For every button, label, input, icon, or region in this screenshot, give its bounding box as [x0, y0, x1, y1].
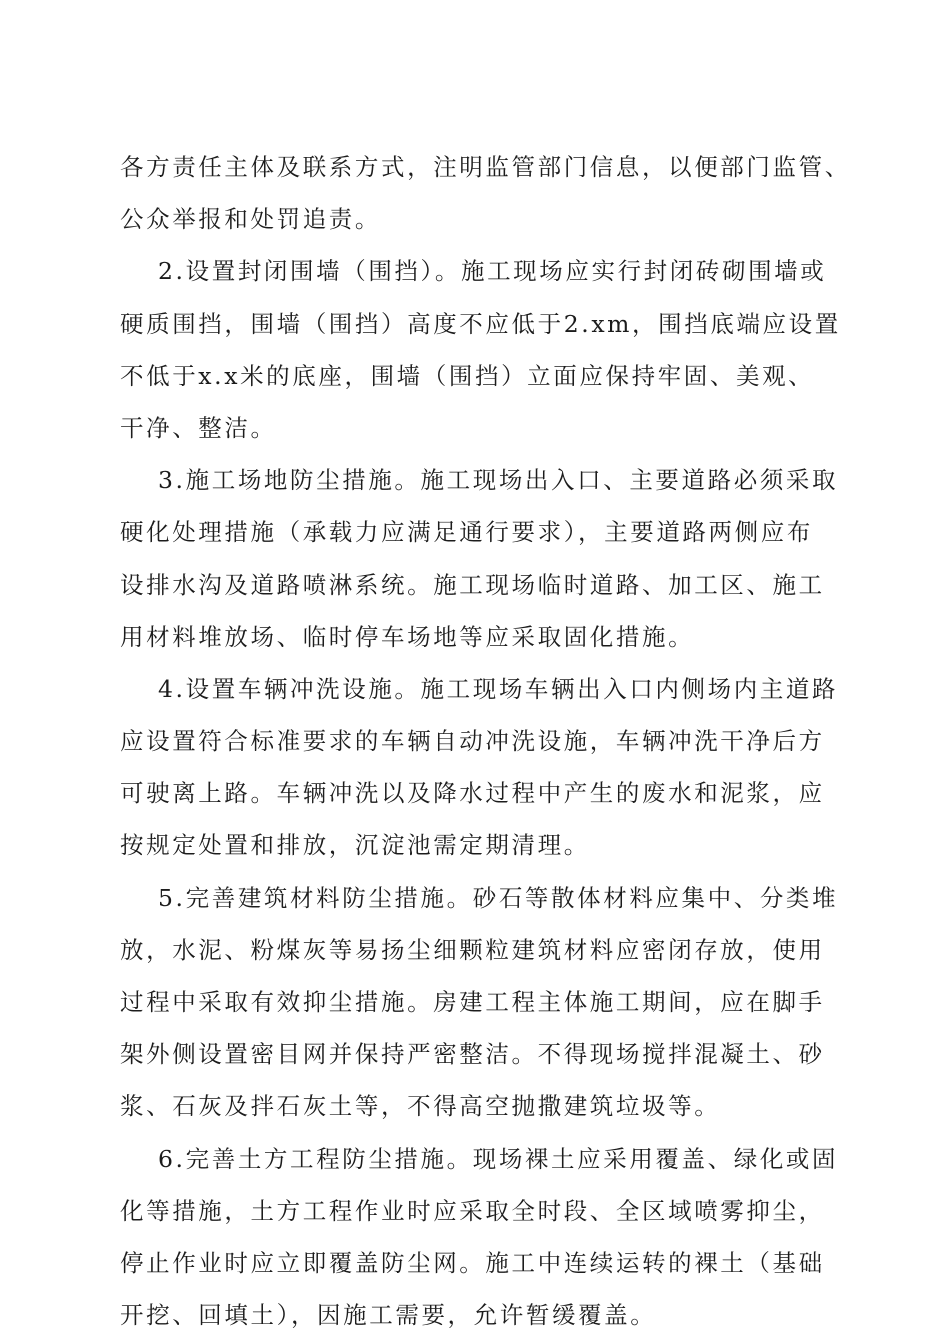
- section-4-heading-line: 4.设置车辆冲洗设施。施工现场车辆出入口内侧场内主道路: [158, 674, 839, 703]
- section-3-heading-line: 3.施工场地防尘措施。施工现场出入口、主要道路必须采取: [158, 466, 839, 495]
- text-line: 硬化处理措施（承载力应满足通行要求），主要道路两侧应布: [120, 518, 813, 547]
- text-line: 停止作业时应立即覆盖防尘网。施工中连续运转的裸土（基础: [120, 1248, 825, 1277]
- text-line: 干净、整洁。: [120, 413, 277, 442]
- section-5-heading-line: 5.完善建筑材料防尘措施。砂石等散体材料应集中、分类堆: [158, 883, 839, 912]
- text-line: 放，水泥、粉煤灰等易扬尘细颗粒建筑材料应密闭存放，使用: [120, 935, 825, 964]
- text-line: 硬质围挡，围墙（围挡）高度不应低于2.xm，围挡底端应设置: [120, 309, 841, 338]
- text-line: 不低于x.x米的底座，围墙（围挡）立面应保持牢固、美观、: [120, 361, 815, 390]
- text-line: 按规定处置和排放，沉淀池需定期清理。: [120, 831, 590, 860]
- text-line: 公众举报和处罚追责。: [120, 205, 381, 234]
- text-line: 可驶离上路。车辆冲洗以及降水过程中产生的废水和泥浆，应: [120, 779, 825, 808]
- text-line: 设排水沟及道路喷淋系统。施工现场临时道路、加工区、施工: [120, 570, 825, 599]
- text-line: 应设置符合标准要求的车辆自动冲洗设施，车辆冲洗干净后方: [120, 727, 825, 756]
- body-text: [120, 141, 851, 1341]
- text-line: 过程中采取有效抑尘措施。房建工程主体施工期间，应在脚手: [120, 988, 825, 1016]
- text-line: 用材料堆放场、临时停车场地等应采取固化措施。: [120, 622, 695, 651]
- text-line: 各方责任主体及联系方式，注明监管部门信息，以便部门监管、: [120, 153, 851, 181]
- text-line: 浆、石灰及拌石灰土等，不得高空抛撒建筑垃圾等。: [120, 1092, 721, 1121]
- text-line: 架外侧设置密目网并保持严密整洁。不得现场搅拌混凝土、砂: [120, 1040, 825, 1069]
- section-2-heading-line: 2.设置封闭围墙（围挡）。施工现场应实行封闭砖砌围墙或: [158, 257, 827, 286]
- section-6-heading-line: 6.完善土方工程防尘措施。现场裸土应采用覆盖、绿化或固: [158, 1144, 839, 1173]
- text-line: 化等措施，土方工程作业时应采取全时段、全区域喷雾抑尘，: [120, 1196, 825, 1225]
- text-line: 开挖、回填土），因施工需要，允许暂缓覆盖。: [120, 1301, 657, 1330]
